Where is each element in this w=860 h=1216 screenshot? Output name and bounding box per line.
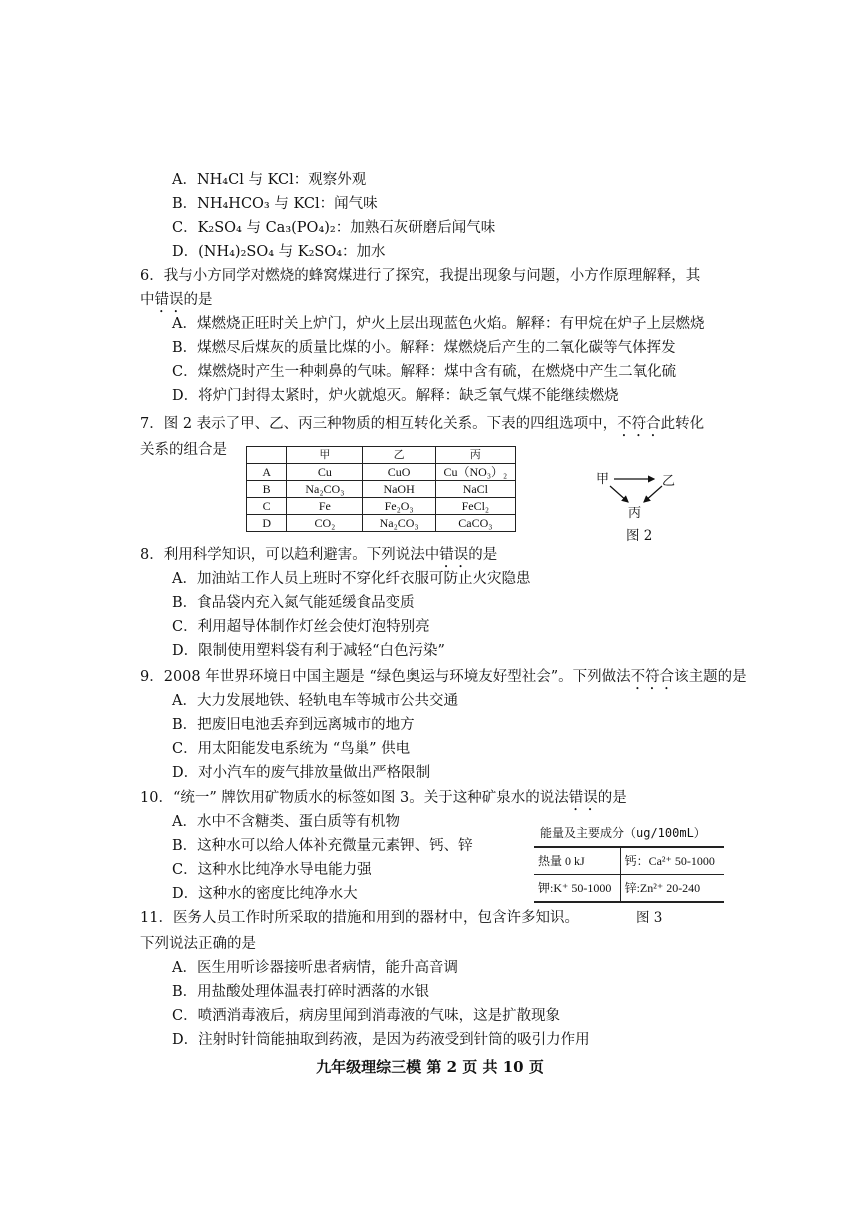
table-cell: 钙：Ca²⁺ 50-1000	[620, 847, 724, 875]
q6-stem-line2: 中错误的是	[140, 292, 213, 308]
q7-stem-line2: 关系的组合是	[140, 442, 227, 458]
q9-option-d: D．对小汽车的废气排放量做出严格限制	[172, 765, 431, 781]
table-cell: C	[247, 498, 287, 515]
table-cell: Na₂CO₃	[363, 515, 435, 532]
q5-option-d: D．(NH₄)₂SO₄ 与 K₂SO₄：加水	[172, 244, 386, 260]
mineral-water-label	[534, 826, 724, 903]
q7-stem-line1: 7．图 2 表示了甲、乙、丙三种物质的相互转化关系。下表的四组选项中，不符合此转化	[140, 416, 705, 432]
q10-stem: 10．“统一” 牌饮用矿物质水的标签如图 3。关于这种矿泉水的说法错误的是	[140, 790, 627, 806]
table-cell: NaOH	[363, 481, 435, 498]
q9-option-c: C．用太阳能发电系统为 “鸟巢” 供电	[172, 741, 411, 757]
q6-option-a: A．煤燃烧正旺时关上炉门，炉火上层出现蓝色火焰。解释：有甲烷在炉子上层燃烧	[172, 316, 705, 332]
table-row	[534, 847, 724, 875]
table-row	[247, 515, 516, 532]
table-cell: CaCO₃	[435, 515, 515, 532]
q11-option-d: D．注射时针筒能抽取到药液，是因为药液受到针筒的吸引力作用	[172, 1032, 590, 1048]
table-cell: 钾:K⁺ 50-1000	[534, 875, 620, 903]
q6-option-c: C．煤燃烧时产生一种刺鼻的气味。解释：煤中含有硫，在燃烧中产生二氧化硫	[172, 364, 677, 380]
table-cell: 乙	[363, 447, 435, 464]
q9-option-b: B．把废旧电池丢弃到远离城市的地方	[172, 717, 415, 733]
table-row	[247, 481, 516, 498]
q10-option-c: C．这种水比纯净水导电能力强	[172, 862, 372, 878]
emphasis-text: 不符合	[630, 669, 675, 685]
q6-option-b: B．煤燃尽后煤灰的质量比煤的小。解释：煤燃烧后产生的二氧化碳等气体挥发	[172, 340, 676, 356]
table-cell: NaCl	[435, 481, 515, 498]
q11-stem-line2: 下列说法正确的是	[140, 936, 256, 952]
table-cell: CO₂	[287, 515, 363, 532]
table-cell: A	[247, 464, 287, 481]
table-cell: D	[247, 515, 287, 532]
q11-option-b: B．用盐酸处理体温表打碎时洒落的水银	[172, 984, 430, 1000]
table-header-row	[247, 447, 516, 464]
table-cell: Na₂CO₃	[287, 481, 363, 498]
page-footer: 九年级理综三模 第 2 页 共 10 页	[316, 1058, 544, 1076]
q7-options-table	[246, 446, 516, 532]
table-cell: 丙	[435, 447, 515, 464]
table-cell: 锌:Zn²⁺ 20-240	[620, 875, 724, 903]
figure-2-caption: 图 2	[626, 528, 653, 544]
table-cell	[247, 447, 287, 464]
q8-stem: 8．利用科学知识，可以趋利避害。下列说法中错误的是	[140, 547, 498, 563]
label-title: 能量及主要成分（ug/100mL）	[540, 826, 706, 840]
table-cell: Cu	[287, 464, 363, 481]
q5-option-c: C．K₂SO₄ 与 Ca₃(PO₄)₂：加熟石灰研磨后闻气味	[172, 220, 496, 236]
table-cell: 甲	[287, 447, 363, 464]
q10-option-a: A．水中不含糖类、蛋白质等有机物	[172, 814, 400, 830]
q11-option-a: A．医生用听诊器接听患者病情，能升高音调	[172, 960, 458, 976]
node-bing: 丙	[628, 506, 642, 521]
q8-option-c: C．利用超导体制作灯丝会使灯泡特别亮	[172, 619, 430, 635]
emphasis-text: 错误	[439, 547, 469, 563]
q10-option-b: B．这种水可以给人体补充微量元素钾、钙、锌	[172, 838, 473, 854]
q5-option-b: B．NH₄HCO₃ 与 KCl：闻气味	[172, 196, 378, 212]
table-row	[534, 875, 724, 903]
table-cell: Fe₂O₃	[363, 498, 435, 515]
q11-stem-line1: 11．医务人员工作时所采取的措施和用到的器材中，包含许多知识。	[140, 910, 579, 926]
q6-option-d: D．将炉门封得太紧时，炉火就熄灭。解释：缺乏氧气煤不能继续燃烧	[172, 388, 619, 404]
label-table	[534, 846, 724, 903]
table-row	[247, 464, 516, 481]
q6-stem-line1: 6．我与小方同学对燃烧的蜂窝煤进行了探究，我提出现象与问题，小方作原理解释，其	[140, 268, 701, 284]
table-cell: 热量 0 kJ	[534, 847, 620, 875]
arrows-icon	[588, 464, 688, 524]
q8-option-d: D．限制使用塑料袋有利于减轻“白色污染”	[172, 643, 445, 659]
node-yi: 乙	[662, 474, 676, 489]
emphasis-text: 错误	[568, 790, 598, 806]
q11-option-c: C．喷洒消毒液后，病房里闻到消毒液的气味，这是扩散现象	[172, 1008, 561, 1024]
table-row	[247, 498, 516, 515]
table-cell: Cu（NO₃）₂	[435, 464, 515, 481]
table-cell: B	[247, 481, 287, 498]
figure-3-caption: 图 3	[636, 910, 663, 926]
q9-option-a: A．大力发展地铁、轻轨电车等城市公共交通	[172, 693, 458, 709]
node-jia: 甲	[596, 472, 610, 487]
q5-option-a: A．NH₄Cl 与 KCl：观察外观	[172, 172, 367, 188]
q8-option-b: B．食品袋内充入氮气能延缓食品变质	[172, 595, 415, 611]
q10-option-d: D．这种水的密度比纯净水大	[172, 886, 358, 902]
q9-stem: 9．2008 年世界环境日中国主题是 “绿色奥运与环境友好型社会”。下列做法不符合该主题的是	[140, 669, 747, 685]
emphasis-text: 不符合	[617, 416, 661, 432]
table-cell: CuO	[363, 464, 435, 481]
table-cell: FeCl₂	[435, 498, 515, 515]
emphasis-text: 错误	[154, 292, 184, 308]
q8-option-a: A．加油站工作人员上班时不穿化纤衣服可防止火灾隐患	[172, 571, 531, 587]
table-cell: Fe	[287, 498, 363, 515]
